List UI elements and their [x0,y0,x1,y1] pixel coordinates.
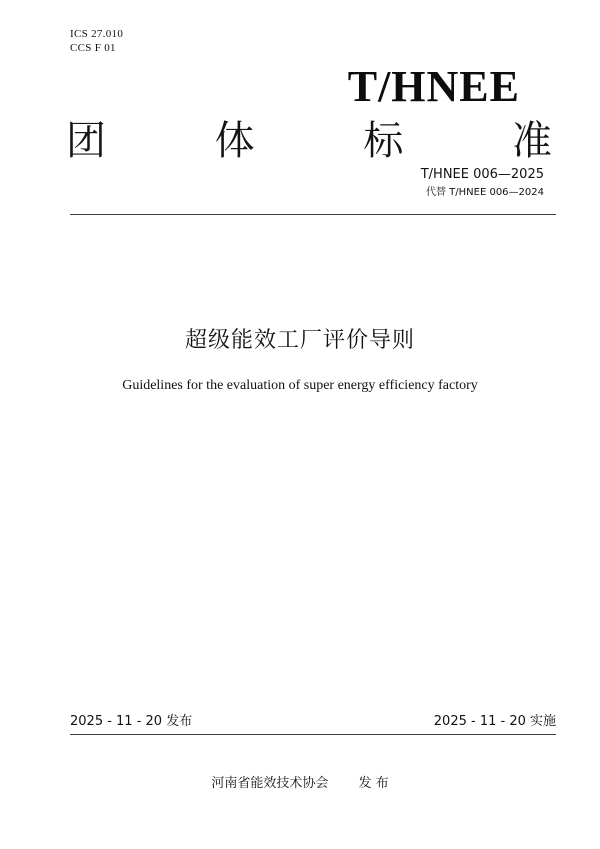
organization-code: T/HNEE [347,62,520,111]
document-title-english: Guidelines for the evaluation of super energy efficiency factory [122,378,478,393]
classification-codes [70,27,123,55]
standard-type-char: 准 [511,118,552,164]
top-divider [70,214,556,215]
standard-type-char: 标 [363,118,404,164]
bottom-divider [70,734,556,735]
ics-code: ICS 27.010 [70,28,124,40]
issue-date: 2025 - 11 - 20 发布 [70,714,193,729]
standard-number-block [421,166,544,201]
publisher-line [0,774,600,794]
publish-action: 发 布 [358,776,389,791]
standard-type-char: 体 [214,118,255,164]
replaces-standard: 代替 T/HNEE 006—2024 [425,187,544,198]
document-title-chinese: 超级能效工厂评价导则 [184,328,415,353]
standard-type-title [66,118,552,164]
publisher-name: 河南省能效技术协会 [211,776,329,791]
standard-type-char: 团 [66,118,106,164]
implementation-date: 2025 - 11 - 20 实施 [433,714,556,729]
standard-number: T/HNEE 006—2025 [420,167,544,182]
ccs-code: CCS F 01 [70,42,116,54]
